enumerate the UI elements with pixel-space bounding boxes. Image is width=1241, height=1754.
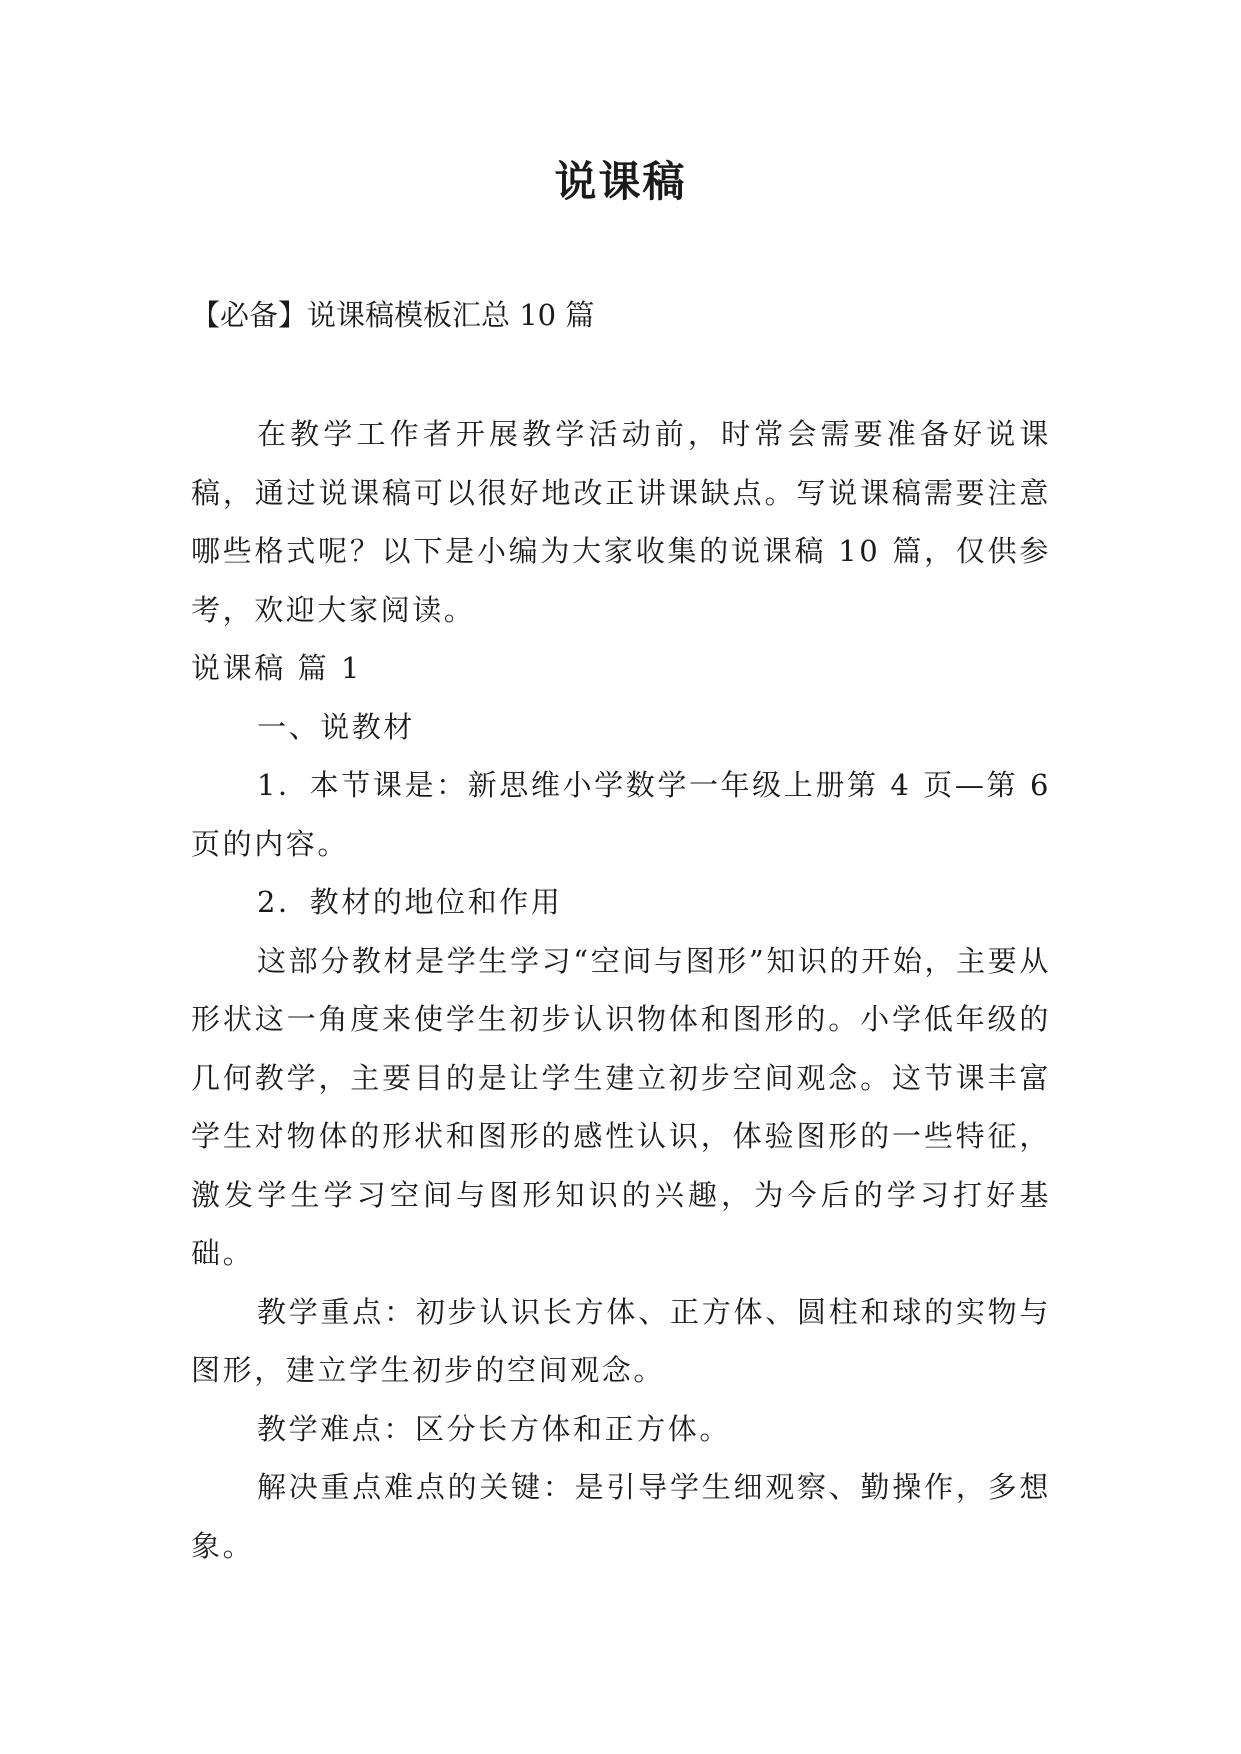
document-body [191,405,1051,1575]
body-paragraph: 解决重点难点的关键：是引导学生细观察、勤操作，多想象。 [191,1470,1051,1563]
document-title: 说课稿 [554,157,687,206]
subsection-heading: 一、说教材 [257,709,416,744]
intro-paragraph: 在教学工作者开展教学活动前，时常会需要准备好说课稿，通过说课稿可以很好地改正讲课缺点。写说课稿需要注意哪些格式呢？以下是小编为大家收集的说课稿 10 篇，仅供参考，欢迎大家阅读。 [191,417,1051,627]
body-paragraph: 这部分教材是学生学习“空间与图形”知识的开始，主要从形状这一角度来使学生初步认识物体和图形的。小学低年级的几何教学，主要目的是让学生建立初步空间观念。这节课丰富学生对物体的形状和图形的感性认识，体验图形的一些特征，激发学生学习空间与图形知识的兴趣，为今后的学习打好基础。 [191,943,1051,1270]
section-heading: 说课稿 篇 1 [191,651,363,685]
document-subtitle: 【必备】说课稿模板汇总 10 篇 [191,298,595,332]
body-paragraph: 教学难点：区分长方体和正方体。 [257,1411,732,1446]
body-paragraph: 教学重点：初步认识长方体、正方体、圆柱和球的实物与图形，建立学生初步的空间观念。 [191,1294,1051,1387]
subsection-heading: 2．教材的地位和作用 [257,885,563,919]
body-paragraph: 1．本节课是：新思维小学数学一年级上册第 4 页—第 6 页的内容。 [191,768,1051,861]
